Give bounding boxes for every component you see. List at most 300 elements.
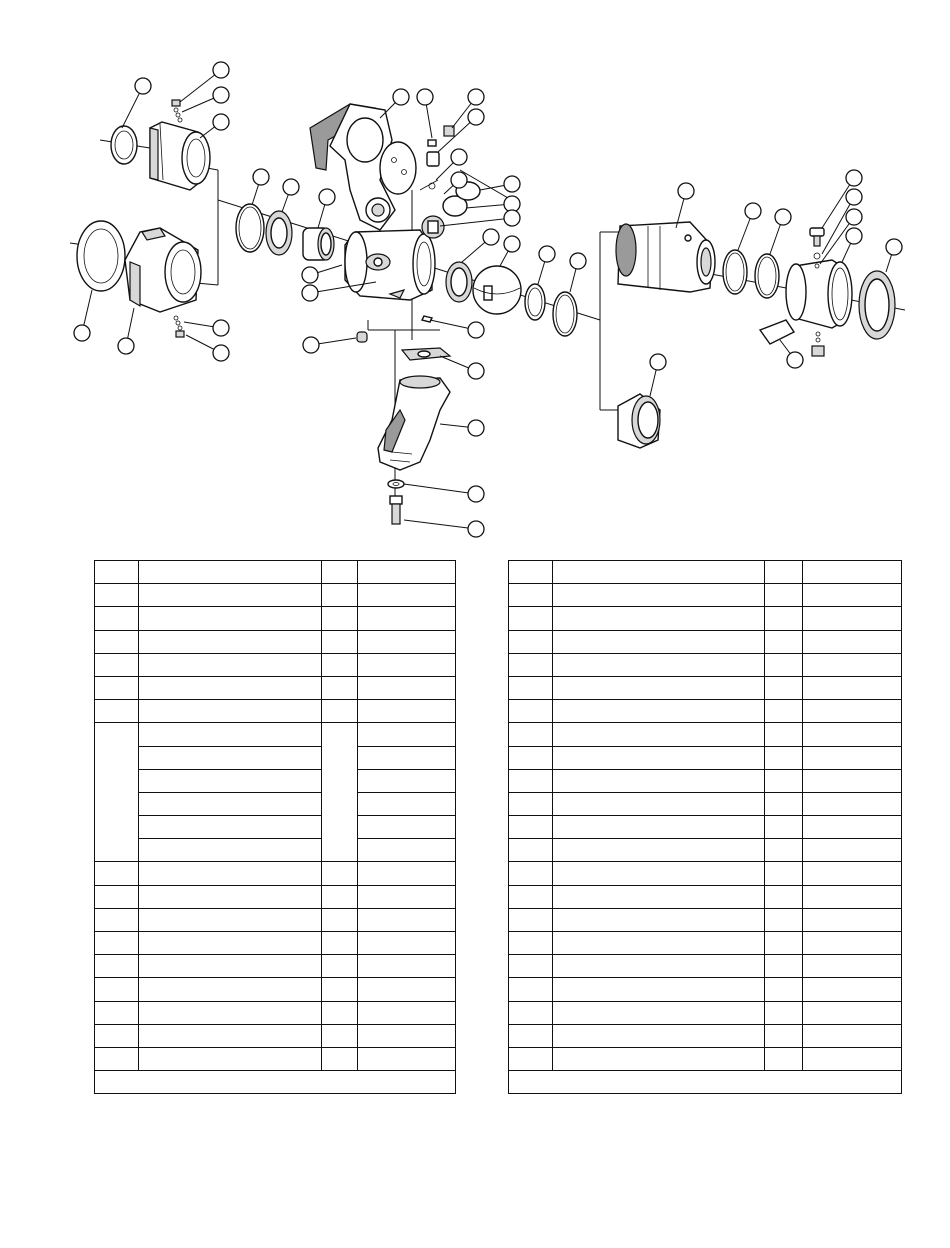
table-row xyxy=(509,885,902,908)
table-cell xyxy=(509,839,553,862)
table-cell xyxy=(139,1024,322,1047)
c-oring-left xyxy=(252,169,269,205)
table-cell xyxy=(765,978,803,1001)
callout-balloon xyxy=(213,62,229,78)
table-cell xyxy=(322,885,358,908)
table-cell xyxy=(509,885,553,908)
callout-balloon xyxy=(846,228,862,244)
table-row xyxy=(509,746,902,769)
table-cell xyxy=(803,1001,902,1024)
callout-balloon xyxy=(539,246,555,262)
table-cell xyxy=(509,746,553,769)
table-cell xyxy=(139,1001,322,1024)
table-cell xyxy=(139,862,322,885)
table-cell xyxy=(95,1024,139,1047)
table-cell xyxy=(358,978,456,1001)
table-cell xyxy=(139,955,322,978)
table-row xyxy=(95,676,456,699)
seat-right xyxy=(446,262,472,302)
coupling-large xyxy=(125,228,201,312)
table-cell xyxy=(322,607,358,630)
table-cell xyxy=(803,700,902,723)
table-cell xyxy=(358,1024,456,1047)
callout-balloon xyxy=(451,172,467,188)
callout-balloon xyxy=(468,89,484,105)
table-cell xyxy=(765,607,803,630)
table-cell xyxy=(509,955,553,978)
callout-balloon xyxy=(483,229,499,245)
table-cell xyxy=(765,862,803,885)
table-row xyxy=(509,792,902,815)
table-cell xyxy=(509,676,553,699)
c-sleeve xyxy=(842,228,862,262)
table-row xyxy=(95,584,456,607)
table-cell xyxy=(358,839,456,862)
table-row xyxy=(509,955,902,978)
table-cell xyxy=(553,584,765,607)
table-row xyxy=(95,700,456,723)
table-cell xyxy=(358,1047,456,1070)
c-adapter xyxy=(650,354,666,396)
seat-left xyxy=(266,211,292,255)
table-cell xyxy=(553,746,765,769)
table-row xyxy=(509,1047,902,1070)
table-cell xyxy=(509,630,553,653)
callout-balloon xyxy=(213,87,229,103)
callout-balloon xyxy=(504,176,520,192)
c-spring-top xyxy=(182,87,229,112)
table-cell xyxy=(553,561,765,584)
table-cell xyxy=(509,561,553,584)
callout-balloon xyxy=(678,183,694,199)
table-cell xyxy=(803,932,902,955)
table-row xyxy=(95,1001,456,1024)
table-cell xyxy=(765,955,803,978)
table-row xyxy=(95,746,456,769)
table-cell xyxy=(803,769,902,792)
callout-balloon xyxy=(302,267,318,283)
c-seat-right xyxy=(462,229,499,262)
table-cell xyxy=(553,1024,765,1047)
callout-balloon xyxy=(213,345,229,361)
table-cell xyxy=(803,885,902,908)
table-cell xyxy=(509,769,553,792)
c-plate xyxy=(440,356,484,379)
table-cell xyxy=(509,1001,553,1024)
table-cell xyxy=(553,653,765,676)
table-row xyxy=(509,816,902,839)
table-row xyxy=(509,862,902,885)
callout-balloon xyxy=(303,337,319,353)
table-cell xyxy=(509,978,553,1001)
callout-balloon xyxy=(468,322,484,338)
table-cell xyxy=(358,885,456,908)
table-cell xyxy=(553,607,765,630)
callout-balloon xyxy=(468,109,484,125)
table-cell xyxy=(509,816,553,839)
callout-balloon xyxy=(504,210,520,226)
c-pin xyxy=(417,89,433,138)
table-cell xyxy=(803,746,902,769)
table-row xyxy=(509,1001,902,1024)
callout-balloon xyxy=(570,253,586,269)
table-row xyxy=(95,885,456,908)
table-row xyxy=(95,792,456,815)
table-cell xyxy=(765,700,803,723)
table-cell xyxy=(95,955,139,978)
c-oring-stem xyxy=(480,176,520,192)
table-cell xyxy=(322,723,358,862)
coupling-top xyxy=(150,122,210,190)
table-row xyxy=(509,723,902,746)
c-seat-left xyxy=(282,179,299,212)
table-cell xyxy=(803,676,902,699)
chain-top xyxy=(172,100,182,122)
table-cell xyxy=(358,723,456,746)
table-cell xyxy=(803,955,902,978)
table-cell xyxy=(322,676,358,699)
table-cell xyxy=(509,723,553,746)
table-cell xyxy=(358,816,456,839)
table-row xyxy=(95,723,456,746)
callout-balloon xyxy=(650,354,666,370)
table-row xyxy=(509,908,902,931)
handle xyxy=(310,104,416,230)
table-cell xyxy=(139,1047,322,1070)
table-cell xyxy=(358,1001,456,1024)
c-handle xyxy=(380,89,409,118)
table-row xyxy=(95,630,456,653)
table-cell xyxy=(322,1024,358,1047)
table-cell xyxy=(553,630,765,653)
c-label xyxy=(780,340,803,368)
table-cell xyxy=(765,792,803,815)
table-cell xyxy=(139,700,322,723)
callout-balloon xyxy=(468,521,484,537)
table-cell xyxy=(553,862,765,885)
table-row xyxy=(95,908,456,931)
table-row xyxy=(509,653,902,676)
label xyxy=(760,320,794,344)
table-row xyxy=(95,1024,456,1047)
table-cell xyxy=(95,978,139,1001)
table-cell xyxy=(765,839,803,862)
table-cell xyxy=(803,653,902,676)
parts-table-right xyxy=(508,560,902,1094)
callout-balloon xyxy=(846,170,862,186)
table-cell xyxy=(95,630,139,653)
table-row xyxy=(95,978,456,1001)
callout-balloon xyxy=(135,78,151,94)
c-coupling-large xyxy=(118,308,134,354)
table-cell xyxy=(139,908,322,931)
center-lines xyxy=(70,140,905,500)
ring-r1 xyxy=(723,250,747,294)
washer xyxy=(388,480,404,488)
table-cell xyxy=(95,607,139,630)
chain-lower xyxy=(174,316,184,337)
table-cell xyxy=(322,1047,358,1070)
table-cell xyxy=(139,584,322,607)
table-cell xyxy=(509,862,553,885)
callout-balloon xyxy=(775,209,791,225)
callout-balloon xyxy=(213,114,229,130)
gasket-top-left xyxy=(111,126,137,164)
table-cell xyxy=(358,746,456,769)
table-cell xyxy=(765,816,803,839)
table-cell xyxy=(95,862,139,885)
table-cell xyxy=(139,676,322,699)
table-cell xyxy=(358,792,456,815)
callout-balloon xyxy=(745,203,761,219)
table-cell xyxy=(509,584,553,607)
table-cell xyxy=(139,746,322,769)
table-footer xyxy=(509,1071,902,1094)
oring-left xyxy=(236,204,264,252)
table-row xyxy=(509,978,902,1001)
table-cell xyxy=(358,676,456,699)
table-cell xyxy=(765,630,803,653)
table-cell xyxy=(358,584,456,607)
table-cell xyxy=(139,792,322,815)
stem-parts xyxy=(420,126,480,238)
table-cell xyxy=(553,723,765,746)
table-cell xyxy=(322,700,358,723)
c-screw-small xyxy=(430,320,484,338)
sleeve xyxy=(786,260,852,328)
c-ring-r2 xyxy=(770,209,791,254)
table-row xyxy=(509,1024,902,1047)
c-grip xyxy=(440,420,484,436)
bumper xyxy=(859,271,895,339)
table-cell xyxy=(322,584,358,607)
table-row xyxy=(509,561,902,584)
table-cell xyxy=(803,607,902,630)
callout-balloon xyxy=(468,420,484,436)
table-cell xyxy=(803,723,902,746)
c-coupling-top xyxy=(200,114,229,138)
table-cell xyxy=(803,1024,902,1047)
table-cell xyxy=(509,653,553,676)
table-cell xyxy=(95,676,139,699)
table-row xyxy=(509,630,902,653)
table-row xyxy=(95,607,456,630)
table-cell xyxy=(553,792,765,815)
table-cell xyxy=(803,908,902,931)
callout-balloon xyxy=(468,486,484,502)
callout-balloon xyxy=(846,209,862,225)
table-cell xyxy=(95,1047,139,1070)
table-cell xyxy=(553,908,765,931)
table-cell xyxy=(509,908,553,931)
table-row xyxy=(95,932,456,955)
c-screw-lower xyxy=(186,335,229,361)
table-row xyxy=(95,816,456,839)
table-cell xyxy=(95,885,139,908)
table-cell xyxy=(803,816,902,839)
table-cell xyxy=(139,769,322,792)
table-cell xyxy=(509,1047,553,1070)
table-cell xyxy=(803,792,902,815)
table-cell xyxy=(322,955,358,978)
c-oring-mid2 xyxy=(570,253,586,292)
c-cage xyxy=(318,189,335,228)
table-cell xyxy=(765,723,803,746)
c-oring-mid xyxy=(538,246,555,284)
table-cell xyxy=(765,769,803,792)
table-cell xyxy=(95,700,139,723)
table-row xyxy=(95,561,456,584)
ring-r2 xyxy=(755,254,779,298)
table-cell xyxy=(95,561,139,584)
c-chain-lower xyxy=(184,320,229,336)
table-cell xyxy=(358,561,456,584)
table-cell xyxy=(139,607,322,630)
table-cell xyxy=(95,908,139,931)
table-cell xyxy=(95,723,139,862)
table-cell xyxy=(95,932,139,955)
table-cell xyxy=(509,792,553,815)
table-cell xyxy=(358,769,456,792)
table-cell xyxy=(322,561,358,584)
table-cell xyxy=(139,932,322,955)
table-row xyxy=(509,607,902,630)
callout-balloon xyxy=(283,179,299,195)
screw-small xyxy=(422,316,432,322)
table-cell xyxy=(765,908,803,931)
callout-balloon xyxy=(417,89,433,105)
c-tip xyxy=(676,183,694,228)
table-cell xyxy=(765,746,803,769)
callout-balloon xyxy=(451,149,467,165)
table-cell xyxy=(358,653,456,676)
table-row xyxy=(95,862,456,885)
table-cell xyxy=(358,607,456,630)
table-cell xyxy=(765,885,803,908)
ball xyxy=(473,266,521,314)
oring-mid2 xyxy=(553,292,577,336)
table-cell xyxy=(553,932,765,955)
callout-balloon xyxy=(846,189,862,205)
grip xyxy=(378,376,450,470)
table-row xyxy=(509,839,902,862)
table-cell xyxy=(765,1001,803,1024)
table-cell xyxy=(553,885,765,908)
c-gasket-large xyxy=(74,290,92,341)
table-cell xyxy=(358,908,456,931)
table-cell xyxy=(509,1024,553,1047)
leader-line xyxy=(404,520,476,529)
table-cell xyxy=(765,1047,803,1070)
table-cell xyxy=(553,816,765,839)
table-row xyxy=(95,839,456,862)
c-gasket-top-left xyxy=(122,78,151,128)
callout-balloon xyxy=(319,189,335,205)
table-cell xyxy=(322,653,358,676)
plate xyxy=(402,348,450,360)
table-cell xyxy=(803,584,902,607)
grip-screw xyxy=(390,496,402,524)
table-cell xyxy=(358,932,456,955)
table-row xyxy=(95,653,456,676)
table-cell xyxy=(803,862,902,885)
table-cell xyxy=(139,816,322,839)
table-cell xyxy=(553,1047,765,1070)
table-cell xyxy=(765,584,803,607)
table-cell xyxy=(358,700,456,723)
table-row xyxy=(95,1047,456,1070)
table-cell xyxy=(765,932,803,955)
cage xyxy=(303,228,334,260)
table-cell xyxy=(358,955,456,978)
parts-table-left xyxy=(94,560,456,1094)
table-cell xyxy=(358,862,456,885)
callout-balloon xyxy=(504,236,520,252)
c-ring-r1 xyxy=(738,203,761,250)
c-body-inner1 xyxy=(302,265,342,283)
dowel xyxy=(357,332,367,342)
table-cell xyxy=(509,700,553,723)
table-cell xyxy=(803,561,902,584)
callout-balloon xyxy=(393,89,409,105)
table-row xyxy=(95,769,456,792)
spring-r-lower xyxy=(812,332,824,356)
table-row xyxy=(509,584,902,607)
tip-body xyxy=(616,222,715,292)
callout-balloon xyxy=(886,239,902,255)
leader-line xyxy=(404,484,476,494)
table-cell xyxy=(139,561,322,584)
table-row xyxy=(509,932,902,955)
callout-balloon xyxy=(118,338,134,354)
oring-mid xyxy=(525,284,545,320)
table-cell xyxy=(139,723,322,746)
adapter xyxy=(618,394,660,448)
table-cell xyxy=(95,584,139,607)
table-cell xyxy=(553,769,765,792)
table-cell xyxy=(553,700,765,723)
table-cell xyxy=(322,862,358,885)
table-footer-row xyxy=(509,1071,902,1094)
c-washer xyxy=(404,484,484,502)
table-cell xyxy=(509,607,553,630)
table-cell xyxy=(553,676,765,699)
table-row xyxy=(509,700,902,723)
table-cell xyxy=(322,630,358,653)
table-cell xyxy=(322,908,358,931)
table-footer xyxy=(95,1071,456,1094)
table-cell xyxy=(765,653,803,676)
callout-balloon xyxy=(74,325,90,341)
table-cell xyxy=(322,1001,358,1024)
table-cell xyxy=(139,839,322,862)
c-bumper xyxy=(886,239,902,272)
table-row xyxy=(509,676,902,699)
table-cell xyxy=(803,839,902,862)
table-cell xyxy=(139,885,322,908)
callout-balloon xyxy=(787,352,803,368)
table-cell xyxy=(139,630,322,653)
table-row xyxy=(509,769,902,792)
callout-balloon xyxy=(302,285,318,301)
table-cell xyxy=(139,978,322,1001)
table-footer-row xyxy=(95,1071,456,1094)
table-cell xyxy=(322,932,358,955)
exploded-parts-diagram xyxy=(0,0,950,560)
table-cell xyxy=(553,839,765,862)
table-cell xyxy=(139,653,322,676)
table-cell xyxy=(95,653,139,676)
